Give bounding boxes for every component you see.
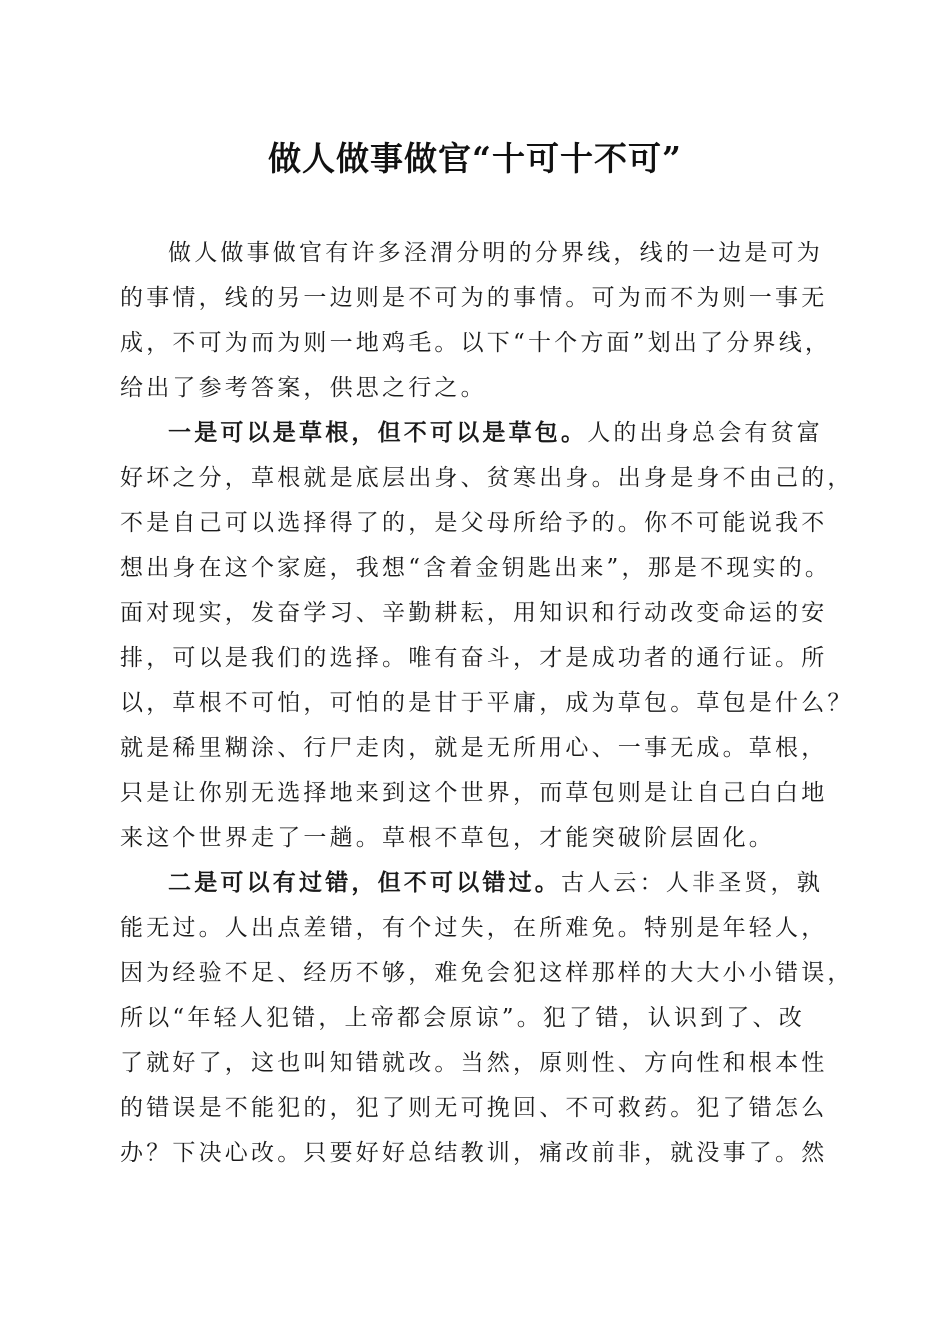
paragraph-line: 的错误是不能犯的，犯了则无可挽回、不可救药。犯了错怎么: [120, 1095, 828, 1121]
document-title: 做人做事做官“十可十不可”: [268, 139, 682, 178]
paragraph-line: 来这个世界走了一趟。草根不草包，才能突破阶层固化。: [120, 825, 775, 851]
paragraph-line: 能无过。人出点差错，有个过失，在所难免。特别是年轻人，: [120, 915, 828, 941]
paragraph-line: 好坏之分，草根就是底层出身、贫寒出身。出身是身不由己的，: [120, 465, 854, 491]
paragraph-text: 人的出身总会有贫富: [587, 420, 824, 446]
paragraph-line: 的事情，线的另一边则是不可为的事情。可为而不为则一事无: [120, 285, 828, 311]
paragraph-line: 以，草根不可怕，可怕的是甘于平庸，成为草包。草包是什么？: [120, 690, 854, 716]
paragraph-line: 所以“年轻人犯错，上帝都会原谅”。犯了错，认识到了、改: [120, 1005, 805, 1031]
paragraph-line: 想出身在这个家庭，我想“含着金钥匙出来”，那是不现实的。: [120, 555, 832, 581]
paragraph-line: 不是自己可以选择得了的，是父母所给予的。你不可能说我不: [120, 510, 828, 536]
paragraph-line: 了就好了，这也叫知错就改。当然，原则性、方向性和根本性: [120, 1050, 828, 1076]
paragraph-line: [168, 418, 823, 448]
paragraph-line: 就是稀里糊涂、行尸走肉，就是无所用心、一事无成。草根，: [120, 735, 828, 761]
paragraph-line: 办？下决心改。只要好好总结教训，痛改前非，就没事了。然: [120, 1140, 828, 1166]
paragraph-line: 因为经验不足、经历不够，难免会犯这样那样的大大小小错误，: [120, 960, 854, 986]
paragraph-line: 做人做事做官有许多泾渭分明的分界线，线的一边是可为: [168, 240, 823, 266]
paragraph-text: 古人云：人非圣贤，孰: [561, 870, 823, 896]
paragraph-line: 成，不可为而为则一地鸡毛。以下“十个方面”划出了分界线，: [120, 330, 832, 356]
paragraph-line: 排，可以是我们的选择。唯有奋斗，才是成功者的通行证。所: [120, 645, 828, 671]
paragraph-line: [168, 868, 823, 898]
paragraph-line: 给出了参考答案，供思之行之。: [120, 375, 487, 401]
paragraph-line: 只是让你别无选择地来到这个世界，而草包则是让自己白白地: [120, 780, 828, 806]
section-heading: 一是可以是草根，但不可以是草包。: [168, 419, 588, 446]
section-heading: 二是可以有过错，但不可以错过。: [168, 869, 561, 896]
paragraph-line: 面对现实，发奋学习、辛勤耕耘，用知识和行动改变命运的安: [120, 600, 828, 626]
